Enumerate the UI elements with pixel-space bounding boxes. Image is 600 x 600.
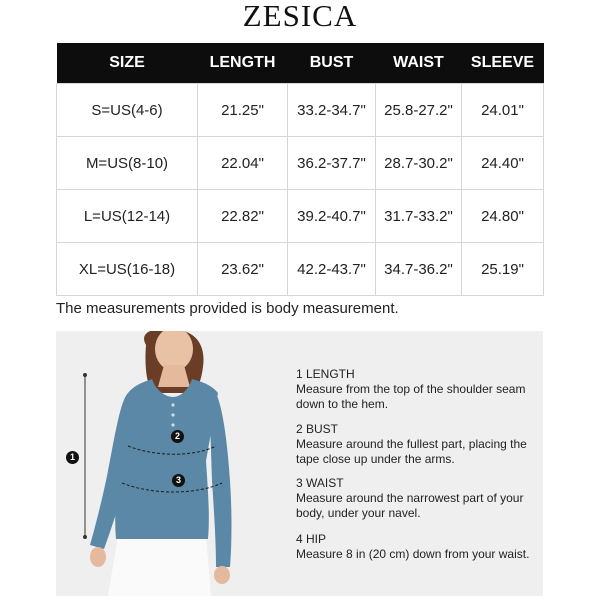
cell-length: 23.62" (198, 243, 288, 296)
cell-size: S=US(4-6) (57, 84, 198, 137)
marker-waist: 3 (172, 474, 185, 487)
header-size: SIZE (57, 43, 198, 84)
shirt-button (171, 403, 174, 406)
header-waist: WAIST (376, 43, 462, 84)
table-row (57, 190, 544, 243)
instruction-heading: 2 BUST (296, 422, 339, 436)
model-figure (56, 331, 286, 596)
instruction-waist (296, 476, 541, 521)
size-chart-table (56, 43, 544, 296)
instruction-text: Measure 8 in (20 cm) down from your waist. (296, 547, 530, 561)
shirt (115, 379, 218, 539)
pants (108, 536, 211, 596)
table-row (57, 243, 544, 296)
left-hand (90, 547, 106, 567)
header-bust: BUST (288, 43, 376, 84)
instruction-bust (296, 422, 541, 467)
brand-logo: ZESICA (242, 0, 358, 33)
cell-length: 22.04" (198, 137, 288, 190)
cell-waist: 34.7-36.2" (376, 243, 462, 296)
cell-length: 21.25" (198, 84, 288, 137)
cell-size: XL=US(16-18) (57, 243, 198, 296)
length-line-bottom-dot (83, 535, 87, 539)
instruction-text: Measure from the top of the shoulder seam down to the hem. (296, 382, 526, 411)
marker-bust: 2 (171, 430, 184, 443)
instruction-heading: 4 HIP (296, 532, 327, 546)
instruction-heading: 3 WAIST (296, 476, 344, 490)
cell-bust: 33.2-34.7" (288, 84, 376, 137)
cell-sleeve: 24.01" (462, 84, 544, 137)
length-line-top-dot (83, 373, 87, 377)
instruction-length (296, 367, 541, 412)
instruction-heading: 1 LENGTH (296, 367, 355, 381)
cell-bust: 36.2-37.7" (288, 137, 376, 190)
measurement-note: The measurements provided is body measurement. (56, 300, 399, 317)
cell-sleeve: 24.40" (462, 137, 544, 190)
cell-waist: 31.7-33.2" (376, 190, 462, 243)
header-length: LENGTH (198, 43, 288, 84)
right-hand (214, 566, 230, 584)
cell-waist: 28.7-30.2" (376, 137, 462, 190)
instruction-text: Measure around the fullest part, placing the tape close up under the arms. (296, 437, 527, 466)
cell-size: M=US(8-10) (57, 137, 198, 190)
cell-sleeve: 25.19" (462, 243, 544, 296)
shirt-button (171, 413, 174, 416)
table-row (57, 137, 544, 190)
marker-length: 1 (66, 451, 79, 464)
cell-length: 22.82" (198, 190, 288, 243)
instruction-text: Measure around the narrowest part of your body, under your navel. (296, 491, 524, 520)
cell-waist: 25.8-27.2" (376, 84, 462, 137)
cell-sleeve: 24.80" (462, 190, 544, 243)
table-header-row (57, 43, 544, 84)
cell-bust: 42.2-43.7" (288, 243, 376, 296)
table-row (57, 84, 544, 137)
cell-size: L=US(12-14) (57, 190, 198, 243)
measurement-guide-panel (56, 331, 543, 596)
cell-bust: 39.2-40.7" (288, 190, 376, 243)
instruction-hip (296, 532, 541, 562)
header-sleeve: SLEEVE (462, 43, 544, 84)
right-sleeve (210, 393, 232, 567)
shirt-button (171, 423, 174, 426)
